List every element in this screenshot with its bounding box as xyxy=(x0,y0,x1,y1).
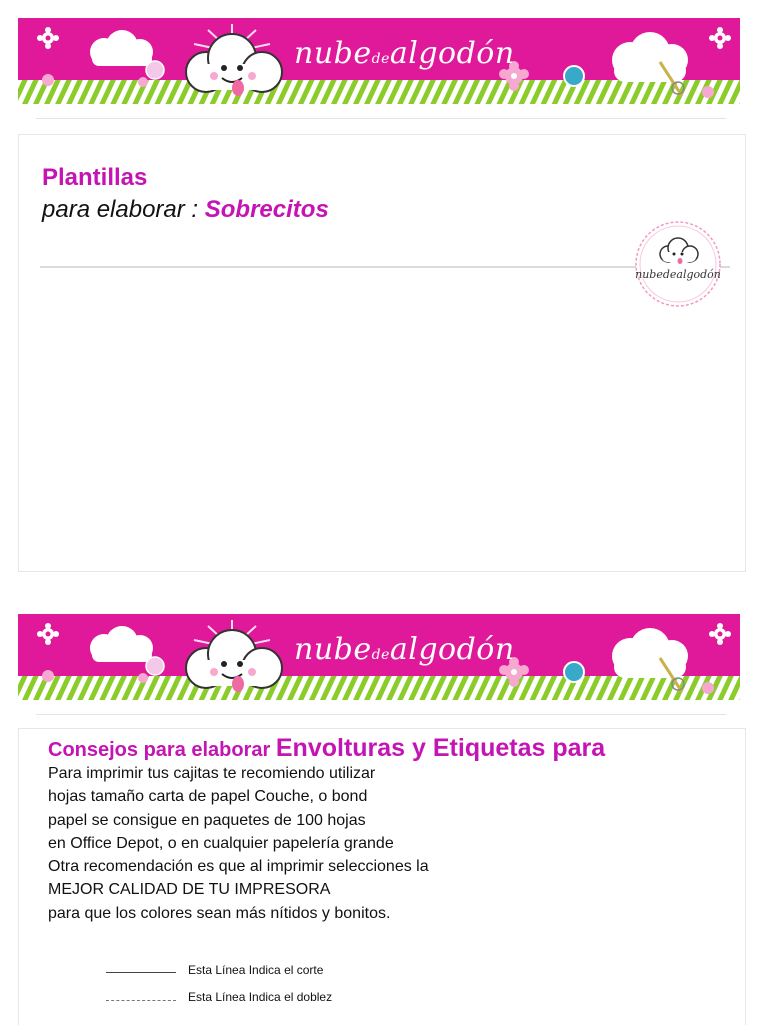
advice-line: Para imprimir tus cajitas te recomiendo utilizar xyxy=(48,765,376,782)
divider-line xyxy=(36,714,726,715)
advice-line: hojas tamaño carta de papel Couche, o bond xyxy=(48,788,368,806)
cut-line-sample xyxy=(106,972,176,973)
advice-text xyxy=(48,762,429,925)
section-divider xyxy=(40,266,730,268)
brand-stamp xyxy=(634,220,722,308)
advice-line: Otra recomendación es que al imprimir selecciones la xyxy=(48,858,429,876)
section-subtitle: para elaborar : Sobrecitos xyxy=(42,196,329,223)
divider-line xyxy=(36,118,726,119)
brand-banner-bottom xyxy=(18,614,740,700)
stamp-artwork xyxy=(634,220,722,308)
brand-logo-text: nubedealgodón xyxy=(294,36,515,71)
advice-line: en Office Depot, o en cualquier papelería grande xyxy=(48,834,394,852)
brand-logo-text: nubedealgodón xyxy=(294,632,515,667)
advice-line: para que los colores sean más nítidos y bonitos. xyxy=(48,904,391,922)
brand-banner-top xyxy=(18,18,740,104)
fold-line-sample xyxy=(106,1000,176,1001)
legend-fold-label: Esta Línea Indica el doblez xyxy=(188,990,333,1004)
stamp-logo-text: nubedealgodón xyxy=(635,268,721,281)
legend-cut-label: Esta Línea Indica el corte xyxy=(188,963,324,977)
advice-line: papel se consigue en paquetes de 100 hojas xyxy=(48,811,366,829)
advice-line: MEJOR CALIDAD DE TU IMPRESORA xyxy=(48,881,331,899)
section-title: Plantillas xyxy=(42,164,148,191)
advice-title: Consejos para elaborar Envolturas y Etiquetas para xyxy=(48,734,606,762)
